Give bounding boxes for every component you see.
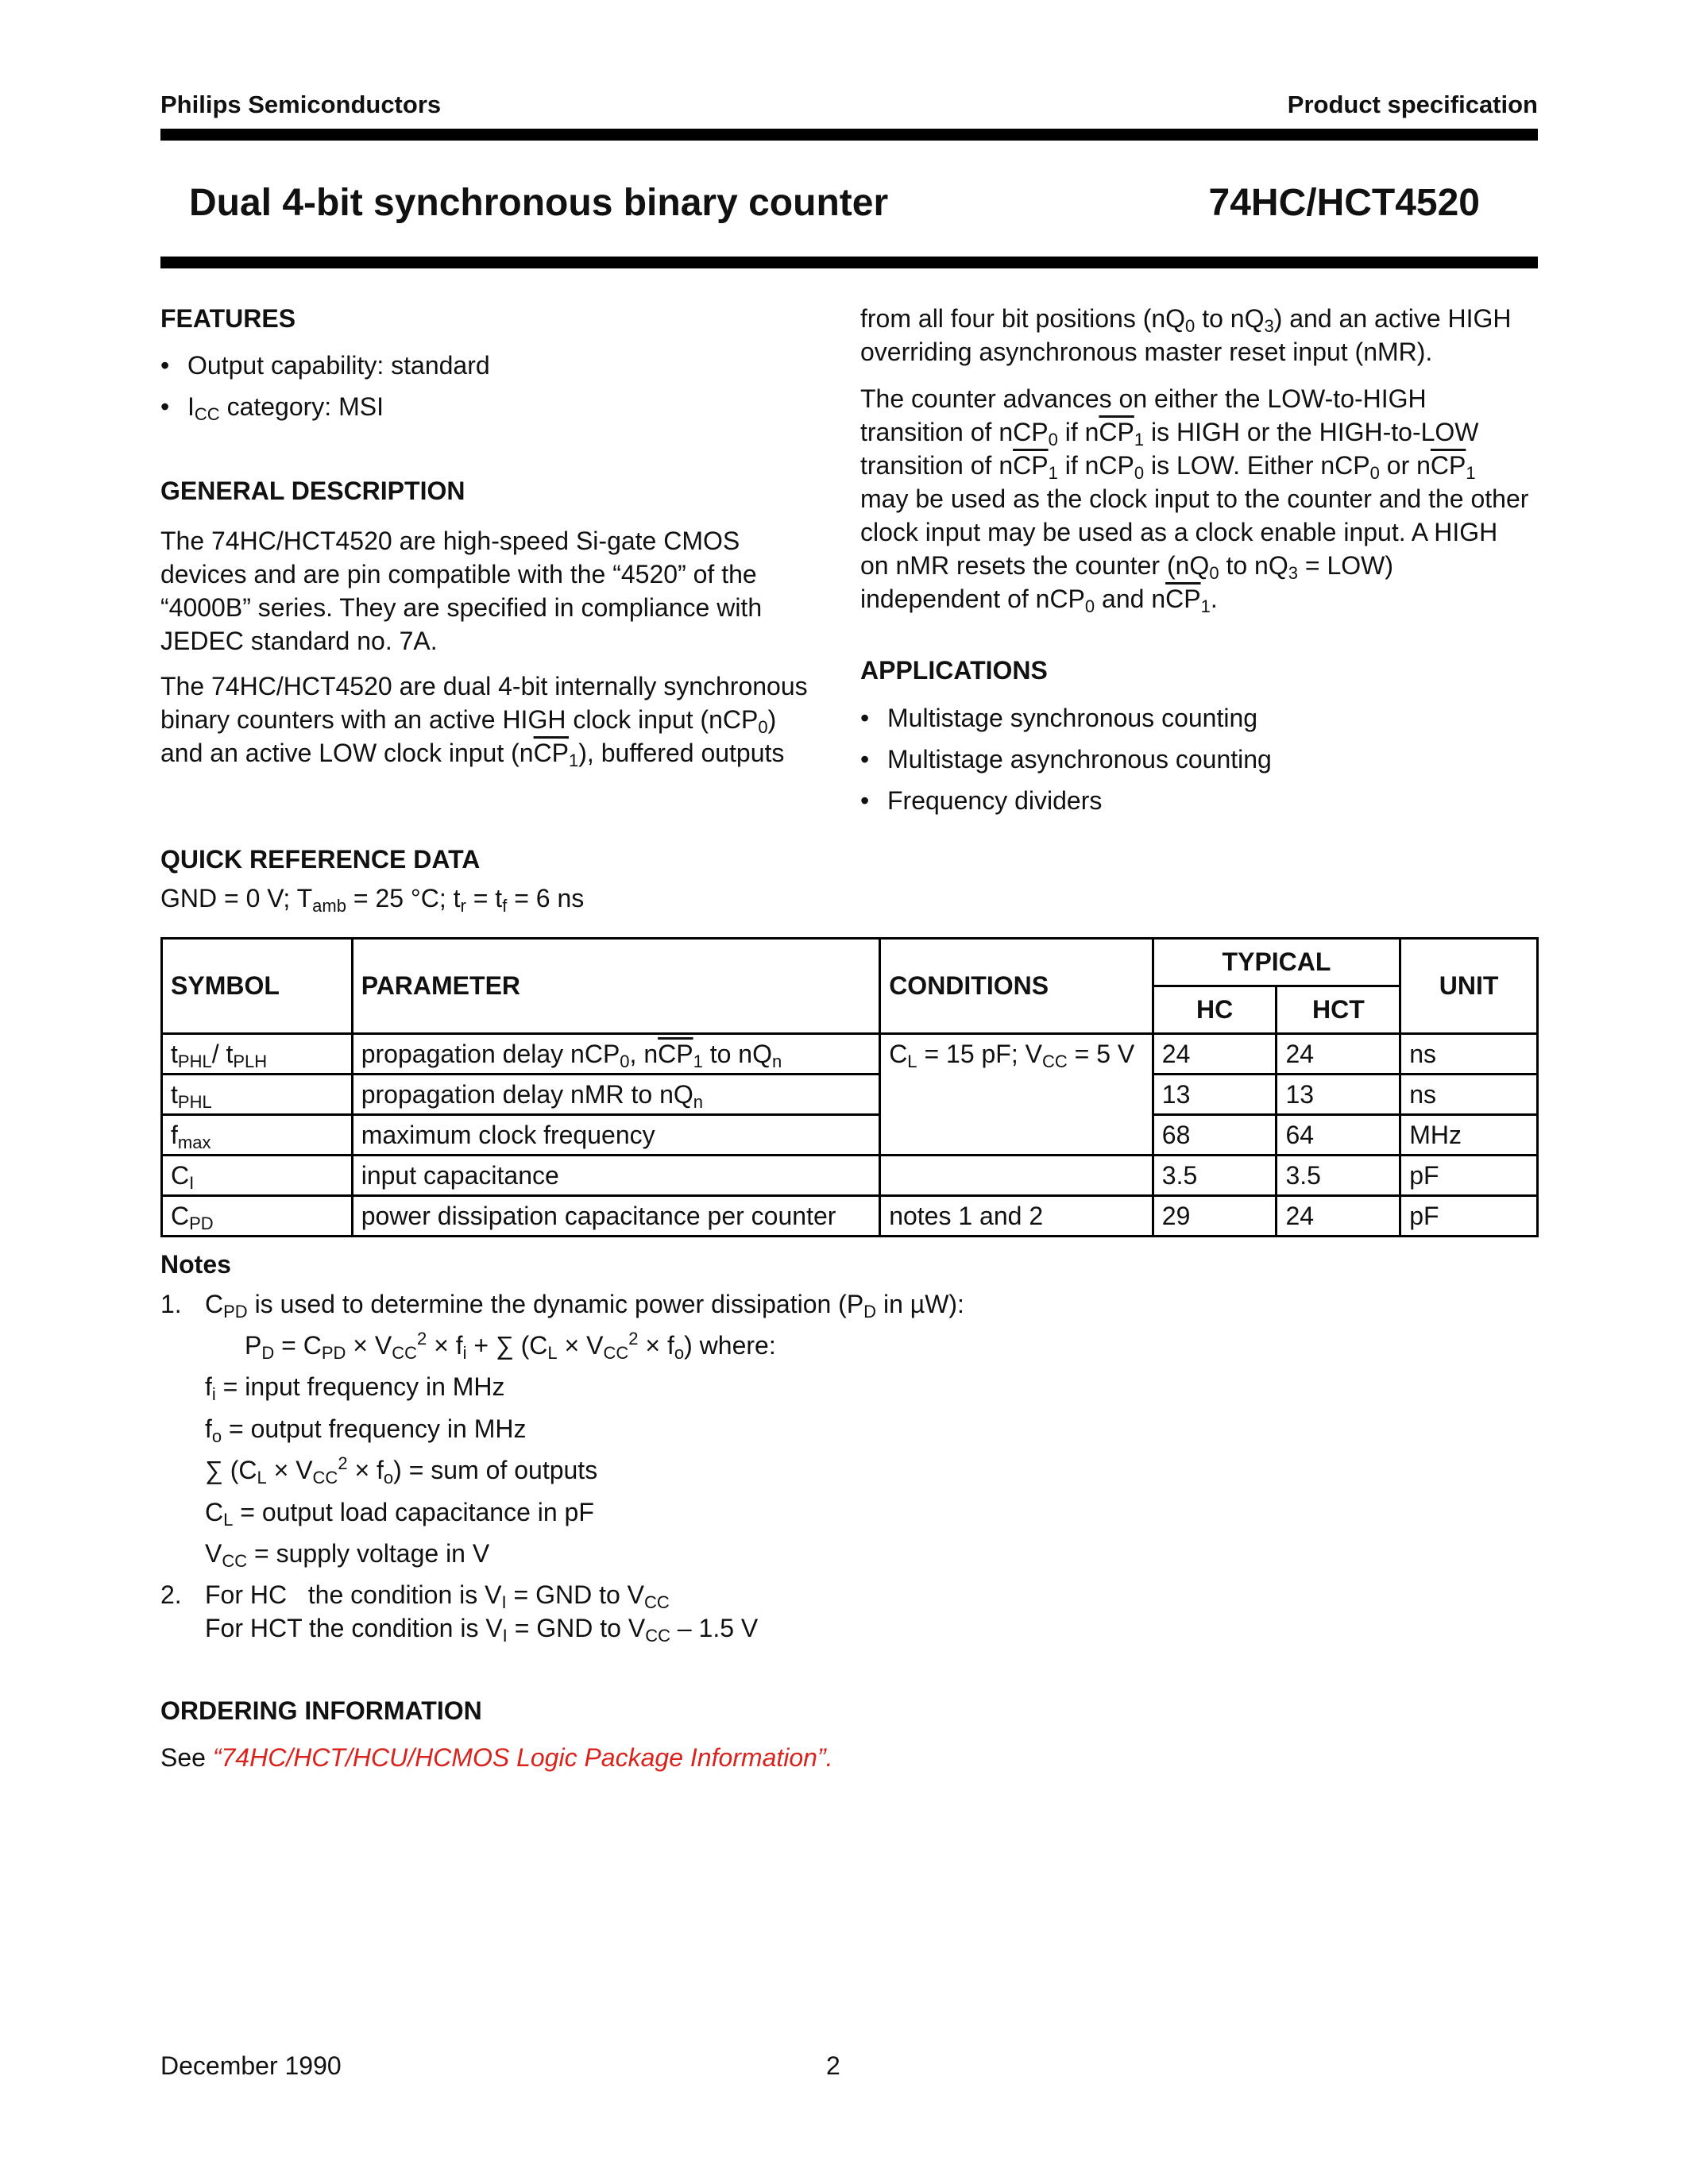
cell-parameter: input capacitance — [352, 1156, 879, 1196]
cell-conditions — [880, 1115, 1153, 1156]
quick-reference-table — [160, 937, 1539, 1237]
cell-symbol: $t_{PHL}$ — [162, 1075, 353, 1115]
table-row — [162, 1156, 1538, 1196]
cell-hc: 3.5 — [1153, 1156, 1277, 1196]
cell-hc: 13 — [1153, 1075, 1277, 1115]
cell-conditions — [880, 1075, 1153, 1115]
cell-parameter: power dissipation capacitance per counter — [352, 1196, 879, 1237]
header-rule — [160, 129, 1538, 141]
ordering-heading: ORDERING INFORMATION — [160, 1696, 482, 1725]
general-paragraph-1: The 74HC/HCT4520 are high-speed Si-gate CMOS devices and are pin compatible with the “4520” of the “4000B” series. They are specified in compliance with JEDEC standard no. 7A. — [160, 527, 763, 655]
cell-conditions: $C_L = 15$ pF; $V_{CC} = 5$ V — [880, 1034, 1153, 1075]
note-1-vcc: $V_{CC}$ = supply voltage in V — [205, 1539, 490, 1571]
cell-symbol: $C_I$ — [162, 1156, 353, 1196]
col-header-unit: UNIT — [1400, 939, 1538, 1034]
note-2-hct: For HCT the condition is $V_I$ = GND to $V_{CC} - 1.5$ V — [205, 1614, 759, 1646]
cell-hc: 24 — [1153, 1034, 1277, 1075]
description-counter: The counter advances on either the LOW-to-HIGH transition of nCP$_0$ if $n\overline{CP}_1$ is HIGH or the HIGH-to-LOW transition of $n\overline{CP}_1$ if nCP$_0$ is LOW. Either nCP$_0$ or $n\overline{CP}_1$ may be used as the clock input to the counter and the other clock input may be used as a clock enable input. A HIGH on nMR resets the counter ($nQ_0$ to $nQ_3 = LOW$) independent of nCP$_0$ and $n\overline{CP}_1$. — [860, 384, 1529, 616]
col-header-hc: HC — [1153, 986, 1277, 1034]
table-row — [162, 1115, 1538, 1156]
note-1-sum: ∑ $(C_L \times V_{CC}^2 \times f_o)$ = sum of outputs — [205, 1453, 598, 1488]
cell-parameter: propagation delay nCP$_0$, $n\overline{CP}_1$ to $nQ_n$ — [352, 1034, 879, 1075]
cell-hct: 13 — [1277, 1075, 1400, 1115]
table-row — [162, 1075, 1538, 1115]
general-heading: GENERAL DESCRIPTION — [160, 477, 465, 505]
note-1-formula: $P_D = C_{PD} \times V_{CC}^2 \times f_i$ + ∑ $(C_L \times V_{CC}^2 \times f_o)$ where: — [245, 1329, 776, 1363]
col-header-typical: TYPICAL — [1153, 939, 1400, 986]
cell-hct: 64 — [1277, 1115, 1400, 1156]
package-info-link[interactable]: “74HC/HCT/HCU/HCMOS Logic Package Information” — [212, 1743, 826, 1772]
note-1-cl: $C_L$ = output load capacitance in pF — [205, 1498, 594, 1530]
note-2-number: 2. — [160, 1580, 182, 1609]
general-paragraph-2: The 74HC/HCT4520 are dual 4-bit internally synchronous binary counters with an active HIGH clock input (nCP$_0$) and an active LOW clock input $(n\overline{CP}_1)$, buffered outputs — [160, 672, 808, 770]
applications-item: • Multistage asynchronous counting — [860, 745, 1272, 774]
qrd-heading: QUICK REFERENCE DATA — [160, 845, 481, 874]
cell-unit: pF — [1400, 1156, 1538, 1196]
cell-hc: 68 — [1153, 1115, 1277, 1156]
notes-heading: Notes — [160, 1250, 231, 1279]
cell-conditions — [880, 1156, 1153, 1196]
page-number: 2 — [826, 2051, 840, 2080]
cell-symbol: $f_{max}$ — [162, 1115, 353, 1156]
note-1-number: 1. — [160, 1290, 182, 1318]
part-number: 74HC/HCT4520 — [1208, 182, 1480, 224]
note-2-hc: For HC the condition is $V_I$ = GND to $V_{CC}$ — [205, 1580, 670, 1612]
cell-unit: ns — [1400, 1075, 1538, 1115]
note-1-fi: $f_i$ = input frequency in MHz — [205, 1372, 505, 1404]
cell-parameter: maximum clock frequency — [352, 1115, 879, 1156]
table-row — [162, 1034, 1538, 1075]
cell-conditions: notes 1 and 2 — [880, 1196, 1153, 1237]
cell-hct: 24 — [1277, 1196, 1400, 1237]
table-row — [162, 1196, 1538, 1237]
col-header-parameter: PARAMETER — [352, 939, 879, 1034]
cell-hct: 3.5 — [1277, 1156, 1400, 1196]
col-header-conditions: CONDITIONS — [880, 939, 1153, 1034]
cell-symbol: $t_{PHL}/$ $t_{PLH}$ — [162, 1034, 353, 1075]
applications-heading: APPLICATIONS — [860, 656, 1048, 685]
col-header-symbol: SYMBOL — [162, 939, 353, 1034]
note-1-fo: $f_o$ = output frequency in MHz — [205, 1414, 527, 1446]
cell-unit: MHz — [1400, 1115, 1538, 1156]
features-item: • $I_{CC}$ category: MSI — [160, 392, 384, 424]
ordering-text: See “74HC/HCT/HCU/HCMOS Logic Package Information”. — [160, 1743, 833, 1772]
applications-item: • Multistage synchronous counting — [860, 704, 1258, 732]
col-header-hct: HCT — [1277, 986, 1400, 1034]
applications-item: • Frequency dividers — [860, 786, 1103, 815]
features-heading: FEATURES — [160, 304, 296, 333]
cell-parameter: propagation delay nMR to $nQ_n$ — [352, 1075, 879, 1115]
header-doc-type: Product specification — [1287, 91, 1538, 118]
cell-hct: 24 — [1277, 1034, 1400, 1075]
note-1-text: $C_{PD}$ is used to determine the dynamic power dissipation ($P_D$ in µW): — [205, 1290, 964, 1322]
features-item: • Output capability: standard — [160, 351, 490, 380]
cell-symbol: $C_{PD}$ — [162, 1196, 353, 1237]
header-company: Philips Semiconductors — [160, 91, 442, 118]
cell-unit: pF — [1400, 1196, 1538, 1237]
footer-date: December 1990 — [160, 2051, 342, 2080]
title-rule — [160, 257, 1538, 268]
cell-unit: ns — [1400, 1034, 1538, 1075]
qrd-conditions: GND = 0 V; $T_{amb} = 25$ °C; $t_r = t_f = 6$ ns — [160, 884, 585, 916]
page-title: Dual 4-bit synchronous binary counter — [189, 182, 889, 224]
cell-hc: 29 — [1153, 1196, 1277, 1237]
description-continued: from all four bit positions ($nQ_0$ to $nQ_3$) and an active HIGH overriding asynchronous master reset input (nMR). — [860, 304, 1512, 366]
